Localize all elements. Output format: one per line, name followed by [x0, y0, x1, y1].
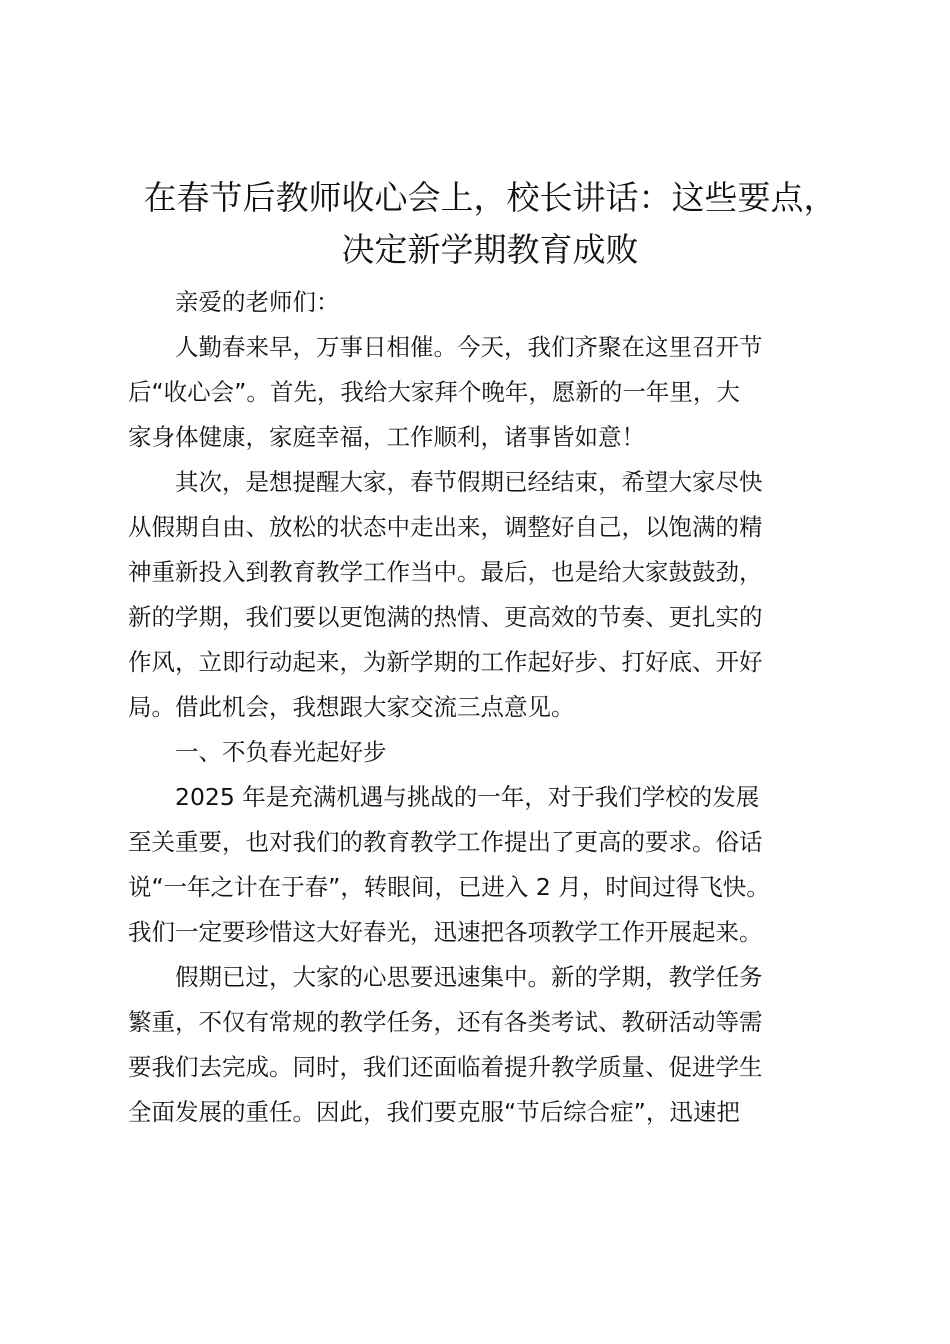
- paragraph-line: 其次，是想提醒大家，春节假期已经结束，希望大家尽快: [175, 468, 763, 496]
- paragraph-line: 人勤春来早，万事日相催。今天，我们齐聚在这里召开节: [175, 333, 763, 361]
- paragraph-line: 局。借此机会，我想跟大家交流三点意见。: [128, 693, 575, 721]
- paragraph-line: 假期已过，大家的心思要迅速集中。新的学期，教学任务: [175, 963, 763, 991]
- title-line-1: 在春节后教师收心会上，校长讲话：这些要点，: [143, 178, 837, 217]
- paragraph-line: 我们一定要珍惜这大好春光，迅速把各项教学工作开展起来。: [128, 918, 763, 946]
- paragraph-line: 家身体健康，家庭幸福，工作顺利，诸事皆如意！: [128, 423, 645, 451]
- paragraph-2025: [128, 775, 833, 955]
- paragraph-line: 后“收心会”。首先，我给大家拜个晚年，愿新的一年里，大: [128, 378, 740, 406]
- title-line-2: 决定新学期教育成败: [341, 230, 639, 269]
- paragraph-line: 繁重，不仅有常规的教学任务，还有各类考试、教研活动等需: [128, 1008, 763, 1036]
- paragraph-salutation: [128, 280, 833, 325]
- paragraph-line: 至关重要，也对我们的教育教学工作提出了更高的要求。俗话: [128, 828, 763, 856]
- heading-line: 一、不负春光起好步: [175, 738, 387, 766]
- document-body: [128, 280, 833, 1135]
- paragraph-line: 神重新投入到教育教学工作当中。最后，也是给大家鼓鼓劲，: [128, 558, 763, 586]
- paragraph-line: 作风，立即行动起来，为新学期的工作起好步、打好底、开好: [128, 648, 763, 676]
- paragraph-line: 全面发展的重任。因此，我们要克服“节后综合症”，迅速把: [128, 1098, 740, 1126]
- paragraph-line: 亲爱的老师们：: [175, 288, 340, 316]
- paragraph-line: 2025 年是充满机遇与挑战的一年，对于我们学校的发展: [175, 783, 760, 811]
- section-heading-1: [128, 730, 833, 775]
- paragraph-line: 新的学期，我们要以更饱满的热情、更高效的节奏、更扎实的: [128, 603, 763, 631]
- paragraph-line: 要我们去完成。同时，我们还面临着提升教学质量、促进学生: [128, 1053, 763, 1081]
- paragraph-line: 说“一年之计在于春”，转眼间，已进入 2 月，时间过得飞快。: [128, 873, 770, 901]
- paragraph-focus: [128, 955, 833, 1135]
- paragraph-reminder: [128, 460, 833, 730]
- paragraph-line: 从假期自由、放松的状态中走出来，调整好自己，以饱满的精: [128, 513, 763, 541]
- document-title: [110, 172, 870, 276]
- paragraph-opening: [128, 325, 833, 460]
